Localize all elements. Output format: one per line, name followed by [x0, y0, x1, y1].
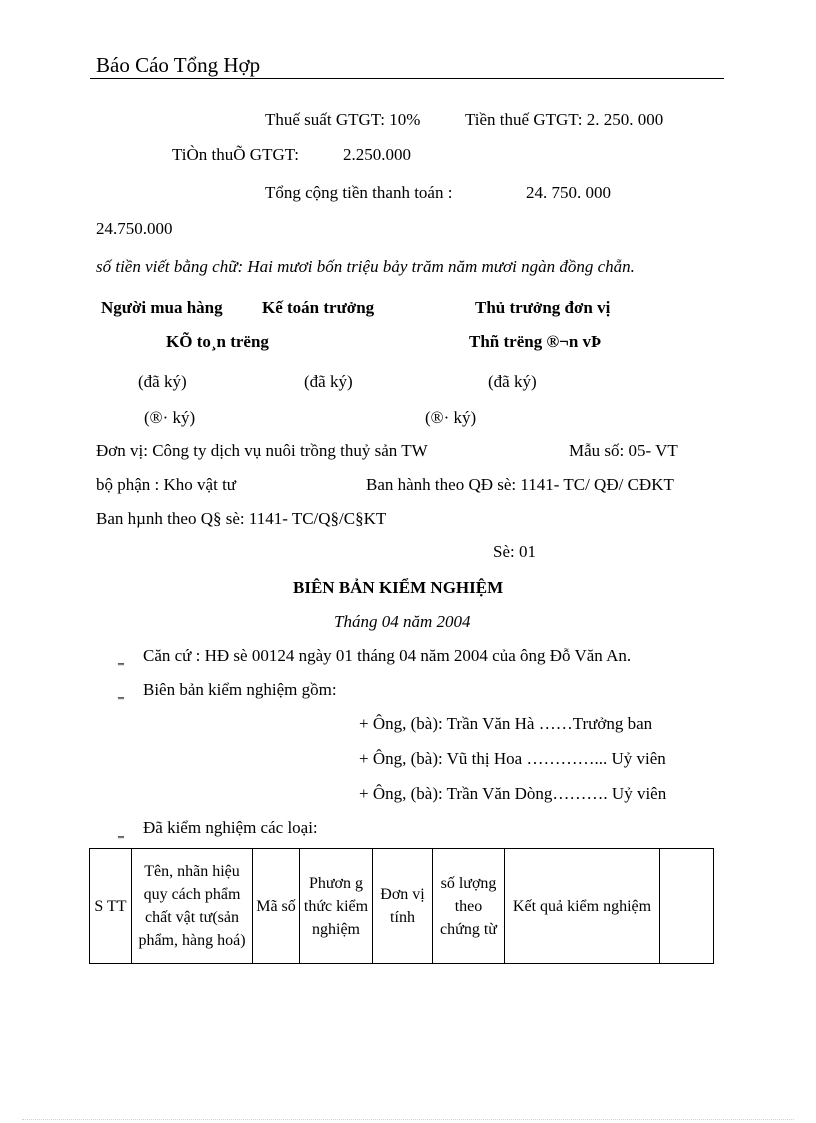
total-value: 24. 750. 000 — [526, 183, 611, 202]
signed-mark-1: (đã ký) — [138, 372, 187, 391]
unit-name: Đơn vị: Công ty dịch vụ nuôi trồng thuỷ sản TW — [96, 441, 428, 460]
committee-intro: Biên bản kiểm nghiệm gồm: — [143, 680, 337, 699]
signed-garbled-2: (®· ký) — [425, 408, 477, 427]
issued-by: Ban hành theo QĐ sè: 1141- TC/ QĐ/ CĐKT — [366, 475, 674, 494]
vat-amount: Tiền thuế GTGT: 2. 250. 000 — [465, 110, 664, 129]
department: bộ phận : Kho vật tư — [96, 475, 237, 494]
inspection-table — [89, 848, 714, 964]
signature-accountant-label: Kế toán trưởng — [262, 298, 375, 317]
total-value-plain: 24.750.000 — [96, 219, 173, 238]
committee-member: + Ông, (bà): Trần Văn Dòng………. Uỷ viên — [359, 784, 667, 803]
table-header-cell: Tên, nhãn hiệu quy cách phẩm chất vật tư(sản phẩm, hàng hoá) — [132, 849, 253, 964]
table-header-cell: Phươn g thức kiểm nghiệm — [300, 849, 373, 964]
vat-rate: Thuế suất GTGT: 10% — [265, 110, 421, 129]
total-label: Tổng cộng tiền thanh toán : — [265, 183, 453, 202]
vat-amount-garbled-value: 2.250.000 — [343, 145, 411, 164]
signature-head-label: Thủ trưởng đơn vị — [475, 298, 611, 317]
committee-member: + Ông, (bà): Vũ thị Hoa …………... Uỷ viên — [359, 749, 666, 768]
signature-accountant-garbled: KÕ to¸n trëng — [166, 332, 269, 351]
table-header-cell: Mã số — [253, 849, 300, 964]
amount-in-words: số tiền viết bằng chữ: Hai mươi bốn triệu bảy trăm năm mươi ngàn đồng chẵn. — [96, 257, 635, 276]
bullet-marker-2: ‗ — [118, 685, 124, 699]
bullet-marker-1: ‗ — [118, 651, 124, 665]
report-date: Tháng 04 năm 2004 — [334, 612, 471, 631]
table-header-row — [90, 849, 714, 964]
page-header-title: Báo Cáo Tổng Hợp — [96, 53, 261, 77]
bullet-marker-3: ‗ — [118, 824, 124, 838]
form-number: Mẫu số: 05- VT — [569, 441, 678, 460]
page-bottom-divider — [22, 1119, 794, 1120]
document-number: Sè: 01 — [493, 542, 536, 561]
committee-member: + Ông, (bà): Trần Văn Hà ……Trưởng ban — [359, 714, 653, 733]
table-header-cell: S TT — [90, 849, 132, 964]
table-header-cell: số lượng theo chứng từ — [433, 849, 505, 964]
table-header-cell: Kết quả kiểm nghiệm — [505, 849, 660, 964]
issued-by-garbled: Ban hµnh theo Q§ sè: 1141- TC/Q§/C§KT — [96, 509, 387, 528]
table-header-cell — [660, 849, 714, 964]
signature-buyer-label: Người mua hàng — [101, 298, 223, 317]
signed-mark-3: (đã ký) — [488, 372, 537, 391]
report-title: BIÊN BẢN KIỂM NGHIỆM — [293, 578, 504, 597]
vat-amount-garbled: TiÒn thuÕ GTGT: — [172, 145, 299, 164]
inspected-intro: Đã kiểm nghiệm các loại: — [143, 818, 318, 837]
table-header-cell: Đơn vị tính — [373, 849, 433, 964]
signed-mark-2: (đã ký) — [304, 372, 353, 391]
header-divider — [90, 78, 724, 79]
basis-line: Căn cứ : HĐ sè 00124 ngày 01 tháng 04 năm 2004 của ông Đỗ Văn An. — [143, 646, 632, 665]
signature-head-garbled: Thñ trëng ®¬n vÞ — [469, 332, 602, 351]
signed-garbled-1: (®· ký) — [144, 408, 196, 427]
